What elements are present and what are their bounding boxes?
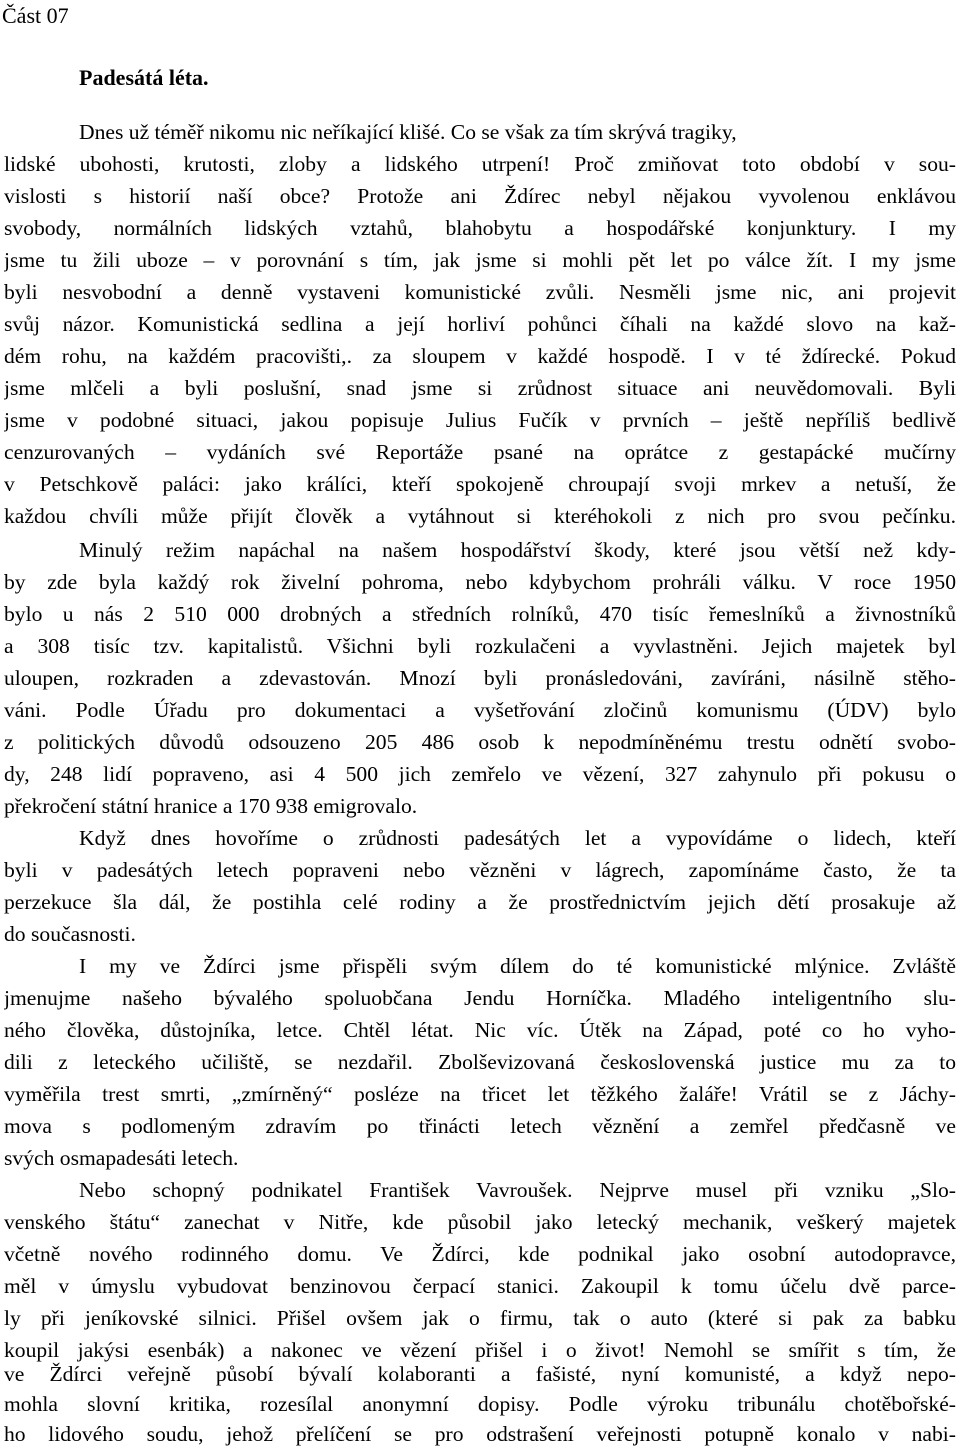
chapter-heading: Část 07	[2, 3, 69, 28]
text-line: vislosti s historií naší obce? Protože ani Ždírec nebyl nějakou vyvolenou enklávou	[4, 184, 956, 208]
text-line: cenzurovaných – vydáních své Reportáže psané na oprátce z gestapácké mučírny	[4, 440, 956, 464]
text-line: venského štátu“ zanechat v Nitře, kde působil jako letecký mechanik, veškerý majetek	[4, 1210, 956, 1234]
text-line: uloupen, rozkraden a zdevastován. Mnozí byli pronásledováni, zavíráni, násilně stěho-	[4, 666, 956, 690]
text-line: bylo u nás 2 510 000 drobných a středních rolníků, 470 tisíc řemeslníků a živnostníků	[4, 602, 956, 626]
text-line: dém rohu, na každém pracovišti,. za sloupem v každé hospodě. I v té ždírecké. Pokud	[4, 344, 956, 368]
text-line: perzekuce šla dál, že postihla celé rodiny a že prostřednictvím jejich dětí prosakuje až	[4, 890, 956, 914]
section-title: Padesátá léta.	[79, 65, 209, 90]
text-line: Dnes už téměř nikomu nic neříkající klišé. Co se však za tím skrývá tragiky,	[79, 120, 737, 144]
text-line: překročení státní hranice a 170 938 emigrovalo.	[4, 794, 418, 818]
text-line: ve Ždírci veřejně působí bývalí kolaboranti a fašisté, nyní komunisté, a když nepo-	[4, 1362, 956, 1386]
text-line: svých osmapadesáti letech.	[4, 1146, 239, 1170]
text-line: v Petschkově paláci: jako králíci, kteří spokojeně chroupají svoji mrkev a netuší, že	[4, 472, 956, 496]
text-line: do současnosti.	[4, 922, 136, 946]
text-line: Nebo schopný podnikatel František Vavroušek. Nejprve musel při vzniku „Slo-	[79, 1178, 956, 1202]
text-line: svobody, normálních lidských vztahů, blahobytu a hospodářské konjunktury. I my	[4, 216, 956, 240]
text-line: jsme tu žili uboze – v porovnání s tím, jak jsme si mohli pět let po válce žít. I my jsme	[4, 248, 956, 272]
text-line: ho lidového soudu, jehož přelíčení se pro odstrašení veřejnosti potupně konalo v nabi-	[4, 1422, 956, 1446]
text-line: mova s podlomeným zdravím po třinácti letech věznění a zemřel předčasně ve	[4, 1114, 956, 1138]
text-line: by zde byla každý rok živelní pohroma, nebo kdybychom prohráli válku. V roce 1950	[4, 570, 956, 594]
text-line: lidské ubohosti, krutosti, zloby a lidského utrpení! Proč zmiňovat toto období v sou-	[4, 152, 956, 176]
text-line: vyměřila trest smrti, „zmírněný“ posléze na třicet let těžkého žaláře! Vrátil se z Jáchy-	[4, 1082, 956, 1106]
text-line: měl v úmyslu vybudovat benzinovou čerpací stanici. Zakoupil k tomu účelu dvě parce-	[4, 1274, 956, 1298]
text-line: Minulý režim napáchal na našem hospodářství škody, které jsou větší než kdy-	[79, 538, 956, 562]
text-line: byli v padesátých letech popraveni nebo vězněni v lágrech, zapomínáme často, že ta	[4, 858, 956, 882]
text-line: jsme v podobné situaci, jakou popisuje Julius Fučík v prvních – ještě nepříliš bedlivě	[4, 408, 956, 432]
text-line: a 308 tisíc tzv. kapitalistů. Všichni byli rozkulačeni a vyvlastněni. Jejich majetek byl	[4, 634, 956, 658]
text-line: každou chvíli může přijít člověk a vytáhnout si kteréhokoli z nich pro svou pečínku.	[4, 504, 956, 528]
text-line: jsme mlčeli a byli poslušní, snad jsme si zrůdnost situace ani neuvědomovali. Byli	[4, 376, 956, 400]
text-line: z politických důvodů odsouzeno 205 486 osob k nepodmíněnému trestu odnětí svobo-	[4, 730, 956, 754]
text-line: Když dnes hovoříme o zrůdnosti padesátých let a vypovídáme o lidech, kteří	[79, 826, 956, 850]
text-line: jmenujme našeho bývalého spoluobčana Jendu Horníčka. Mladého inteligentního slu-	[4, 986, 956, 1010]
text-line: byli nesvobodní a denně vystaveni komunistické zvůli. Nesměli jsme nic, ani projevit	[4, 280, 956, 304]
text-line: koupil jakýsi esenbák) a nakonec ve vězení přišel i o život! Nemohl se smířit s tím, že	[4, 1338, 956, 1362]
text-line: dili z leteckého učiliště, se nezdařil. Zbolševizovaná československá justice mu za to	[4, 1050, 956, 1074]
text-line: včetně nového rodinného domu. Ve Ždírci, kde podnikal jako osobní autodopravce,	[4, 1242, 956, 1266]
text-line: svůj názor. Komunistická sedlina a její horliví pohůnci číhali na každé slovo na kaž-	[4, 312, 956, 336]
text-line: ly při jeníkovské silnici. Přišel ovšem jak o firmu, tak o auto (které si pak za babku	[4, 1306, 956, 1330]
text-line: ného člověka, důstojníka, letce. Chtěl létat. Nic víc. Útěk na Západ, poté co ho vyho-	[4, 1018, 956, 1042]
text-line: mohla slovní kritika, rozesílal anonymní dopisy. Podle výroku tribunálu chotěbořské-	[4, 1392, 956, 1416]
text-line: váni. Podle Úřadu pro dokumentaci a vyšetřování zločinů komunismu (ÚDV) bylo	[4, 698, 956, 722]
text-line: dy, 248 lidí popraveno, asi 4 500 jich zemřelo ve vězení, 327 zahynulo při pokusu o	[4, 762, 956, 786]
text-line: I my ve Ždírci jsme přispěli svým dílem do té komunistické mlýnice. Zvláště	[79, 954, 956, 978]
